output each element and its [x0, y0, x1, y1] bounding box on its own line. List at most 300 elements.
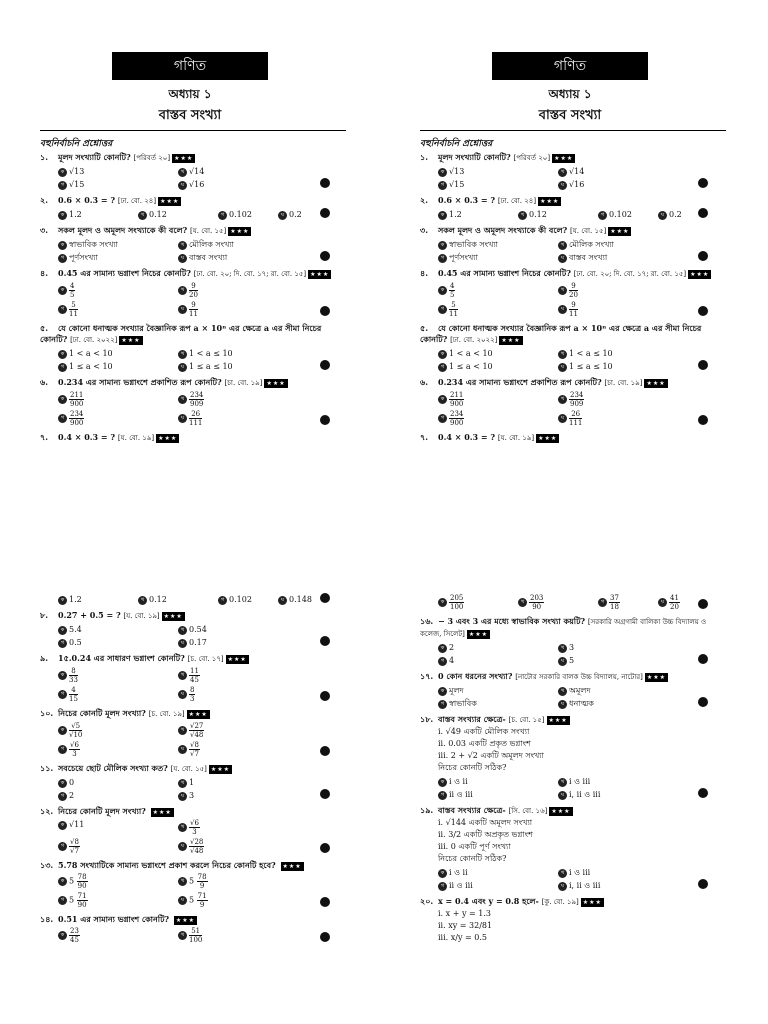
question-stem: 0.45 এর সামান্য ভগ্নাংশ নিচের কোনটি?: [438, 268, 574, 278]
difficulty-badge: ★★★: [227, 655, 247, 663]
answer-option[interactable]: [58, 927, 178, 944]
section-title-right: বহুনির্বাচনি প্রশ্নোত্তর: [420, 139, 493, 149]
answer-option[interactable]: ক 1.2: [438, 209, 518, 220]
option-bubble-icon: ক: [438, 241, 447, 250]
option-bubble-icon: ঘ: [178, 745, 187, 754]
answer-option[interactable]: ঘ 0.17: [178, 637, 298, 648]
options-grid: [58, 594, 340, 605]
answer-option[interactable]: খ মৌলিক সংখ্যা: [178, 239, 298, 250]
answer-marker: [320, 208, 330, 218]
question-item: [420, 671, 720, 709]
answer-option[interactable]: [178, 301, 298, 318]
answer-option[interactable]: ঘ 1 ≤ a ≤ 10: [178, 361, 298, 372]
answer-marker: [698, 251, 708, 261]
option-bubble-icon: ক: [438, 211, 447, 220]
option-bubble-icon: ক: [58, 350, 67, 359]
option-bubble-icon: ক: [438, 869, 447, 878]
difficulty-badge: ★★★: [538, 434, 558, 442]
question-ref: [চা. বো. ১৯]: [224, 379, 263, 387]
option-bubble-icon: ঘ: [558, 882, 567, 891]
option-bubble-icon: গ: [438, 414, 447, 423]
question-item: [420, 592, 720, 611]
answer-option[interactable]: ঘ 5: [558, 655, 678, 666]
question-number: ১৯.: [420, 805, 434, 815]
denominator: √7: [190, 750, 199, 758]
denominator: 909: [190, 400, 204, 408]
options-grid: [58, 348, 340, 372]
answer-marker: [698, 788, 708, 798]
answer-marker: [320, 691, 330, 701]
answer-option[interactable]: খ 3: [558, 642, 678, 653]
option-bubble-icon: ক: [58, 626, 67, 635]
numerator: 234: [570, 391, 584, 399]
question-ask: নিচের কোনটি সঠিক?: [438, 763, 507, 772]
difficulty-badge: ★★★: [548, 716, 568, 724]
option-bubble-icon: ঘ: [558, 254, 567, 263]
question-stem: সবচেয়ে ছোট মৌলিক সংখ্যা কত?: [58, 763, 171, 773]
answer-option[interactable]: ঘ ধনাত্মক: [558, 698, 678, 709]
difficulty-badge: ★★★: [266, 379, 286, 387]
option-bubble-icon: খ: [138, 211, 147, 220]
numerator: √6: [190, 819, 199, 827]
answer-option[interactable]: [58, 410, 178, 427]
answer-option[interactable]: ঘ 0.2: [658, 209, 718, 220]
chapter-left: অধ্যায় ১: [168, 87, 212, 101]
answer-option[interactable]: [178, 410, 298, 427]
answer-option[interactable]: ক 5 $\frac{78}{90}$: [58, 873, 178, 890]
question-item: [40, 708, 340, 758]
answer-option[interactable]: খ 1 < a ≤ 10: [178, 348, 298, 359]
answer-option[interactable]: খ √14: [558, 166, 678, 177]
answer-option[interactable]: গ স্বাভাবিক: [438, 698, 558, 709]
question-stem: 0.6 × 0.3 = ?: [58, 195, 118, 205]
answer-option[interactable]: ঘ i, ii ও iii: [558, 789, 678, 800]
question-item: [40, 268, 340, 318]
question-ref: [ঢা. বো. ২৪]: [117, 197, 157, 205]
option-bubble-icon: খ: [178, 395, 187, 404]
answer-option[interactable]: গ 1 ≤ a < 10: [438, 361, 558, 372]
answer-option[interactable]: [58, 667, 178, 684]
difficulty-badge: ★★★: [188, 710, 208, 718]
answer-option[interactable]: গ 0.102: [598, 209, 658, 220]
question-stem: 0 কোন ধরনের সংখ্যা?: [438, 671, 516, 681]
numerator: 4: [70, 282, 75, 290]
numerator: 9: [569, 301, 578, 310]
answer-option[interactable]: ক 1 < a < 10: [438, 348, 558, 359]
fraction: [197, 873, 208, 890]
question-number: ৪.: [420, 268, 428, 278]
question-item: [420, 616, 720, 666]
answer-option[interactable]: ক 2: [438, 642, 558, 653]
statement: ii. 0.03 একটি প্রকৃত ভগ্নাংশ: [438, 739, 531, 748]
answer-option[interactable]: [558, 410, 678, 427]
difficulty-badge: ★★★: [158, 434, 178, 442]
denominator: 111: [569, 419, 583, 427]
options-grid: [58, 722, 340, 758]
answer-option[interactable]: গ 4: [438, 655, 558, 666]
answer-option[interactable]: ঘ 0.2: [278, 209, 338, 220]
fraction: [69, 301, 78, 318]
answer-option[interactable]: গ পূর্ণসংখ্যা: [438, 252, 558, 263]
denominator: 20: [670, 603, 679, 611]
denominator: 3: [72, 750, 77, 758]
answer-option[interactable]: খ মৌলিক সংখ্যা: [558, 239, 678, 250]
answer-option[interactable]: ক √13: [58, 166, 178, 177]
answer-option[interactable]: খ 1 < a ≤ 10: [558, 348, 678, 359]
answer-option[interactable]: [178, 741, 298, 758]
answer-option[interactable]: গ পূর্ণসংখ্যা: [58, 252, 178, 263]
answer-option[interactable]: [178, 667, 298, 684]
numerator: 203: [530, 594, 544, 602]
answer-option[interactable]: [178, 927, 298, 944]
numerator: 8: [190, 686, 195, 694]
fraction: [189, 741, 200, 758]
question-ref: [য. বো. ১৫]: [190, 227, 227, 235]
answer-option[interactable]: [558, 391, 678, 408]
answer-option[interactable]: [438, 594, 518, 611]
fraction: [69, 838, 80, 855]
answer-option[interactable]: ঘ √16: [558, 179, 678, 190]
question-ref: [চ. বো. ১৫]: [508, 716, 545, 724]
question-item: [40, 592, 340, 605]
numerator: √8: [70, 838, 79, 846]
question-item: [40, 195, 340, 220]
option-bubble-icon: খ: [558, 869, 567, 878]
numerator: √27: [190, 722, 204, 730]
option-bubble-icon: ঘ: [178, 842, 187, 851]
option-bubble-icon: ক: [58, 877, 67, 886]
statement: iii. x/y = 0.5: [438, 933, 487, 942]
answer-option[interactable]: [438, 410, 558, 427]
answer-option[interactable]: ঘ 1 ≤ a ≤ 10: [558, 361, 678, 372]
question-number: ১০.: [40, 708, 54, 718]
question-item: [40, 432, 340, 444]
denominator: 33: [69, 676, 78, 684]
option-bubble-icon: খ: [518, 598, 527, 607]
question-item: [420, 377, 720, 427]
answer-option[interactable]: ক 1.2: [58, 209, 138, 220]
question-number: ১৪.: [40, 914, 54, 924]
answer-marker: [698, 178, 708, 188]
option-bubble-icon: ক: [438, 598, 447, 607]
question-item: [420, 268, 720, 318]
option-bubble-icon: ঘ: [658, 211, 667, 220]
question-number: ১৬.: [420, 616, 434, 626]
chapter-title-left: বাস্তব সংখ্যা: [158, 108, 222, 123]
answer-marker: [698, 208, 708, 218]
denominator: 11: [449, 310, 458, 318]
numerator: 234: [190, 391, 204, 399]
question-number: ৩.: [420, 225, 428, 235]
answer-option[interactable]: ক √11: [58, 819, 178, 836]
question-stem: মূলদ সংখ্যাটি কোনটি?: [438, 152, 514, 162]
answer-option[interactable]: [658, 594, 718, 611]
answer-option[interactable]: ঘ বাস্তব সংখ্যা: [178, 252, 298, 263]
question-item: [40, 323, 340, 372]
denominator: 11: [189, 310, 198, 318]
answer-option[interactable]: [558, 282, 678, 299]
denominator: 909: [570, 400, 584, 408]
question-stem: বাস্তব সংখ্যার ক্ষেত্রে-: [438, 805, 509, 815]
option-bubble-icon: গ: [58, 792, 67, 801]
answer-option[interactable]: ক স্বাভাবিক সংখ্যা: [58, 239, 178, 250]
fraction: [449, 301, 458, 318]
answer-option[interactable]: ঘ 3: [178, 790, 298, 801]
statement: ii. xy = 32/81: [438, 921, 493, 930]
options-grid: [58, 209, 340, 220]
question-stem: নিচের কোনটি মূলদ সংখ্যা?: [58, 806, 149, 816]
option-bubble-icon: গ: [58, 639, 67, 648]
answer-option[interactable]: ক i ও ii: [438, 776, 558, 787]
question-stem: সকল মূলদ ও অমূলদ সংখ্যাকে কী বলে?: [58, 225, 191, 235]
answer-option[interactable]: খ অমূলদ: [558, 685, 678, 696]
subject-header-left: গণিত: [112, 52, 268, 80]
answer-option[interactable]: [58, 391, 178, 408]
options-grid: [438, 209, 720, 220]
options-grid: [438, 348, 720, 372]
answer-option[interactable]: ক মূলদ: [438, 685, 558, 696]
option-bubble-icon: গ: [58, 842, 67, 851]
option-bubble-icon: খ: [178, 877, 187, 886]
answer-option[interactable]: [58, 686, 178, 703]
options-grid: [438, 391, 720, 427]
answer-option[interactable]: [58, 838, 178, 855]
option-bubble-icon: ঘ: [178, 254, 187, 263]
options-grid: [58, 819, 340, 855]
question-number: ৬.: [420, 377, 428, 387]
answer-option[interactable]: খ 0.54: [178, 624, 298, 635]
answer-option[interactable]: [178, 838, 298, 855]
question-ref: [নাটোর সরকারি বালক উচ্চ বিদ্যালয়, নাটোর]: [515, 673, 643, 681]
options-grid: [438, 239, 720, 263]
option-bubble-icon: ক: [58, 671, 67, 680]
option-bubble-icon: গ: [438, 181, 447, 190]
answer-marker: [320, 843, 330, 853]
option-bubble-icon: ঘ: [658, 598, 667, 607]
question-ref: [সরকারি অগ্রগামী বালিকা উচ্চ বিদ্যালয় ও কলেজ, সিলেট]: [420, 618, 707, 638]
fraction: [609, 594, 620, 611]
answer-option[interactable]: গ 0.5: [58, 637, 178, 648]
answer-option[interactable]: খ i ও iii: [558, 867, 678, 878]
answer-option[interactable]: ঘ 5 $\frac{71}{9}$: [178, 892, 298, 909]
option-bubble-icon: ঘ: [558, 363, 567, 372]
question-number: ১৮.: [420, 714, 434, 724]
question-number: ১.: [40, 152, 48, 162]
answer-option[interactable]: খ 0.12: [138, 209, 218, 220]
option-bubble-icon: ঘ: [558, 181, 567, 190]
denominator: 45: [190, 676, 199, 684]
answer-option[interactable]: খ 0.12: [518, 209, 598, 220]
answer-option[interactable]: [58, 282, 178, 299]
option-bubble-icon: ক: [58, 821, 67, 830]
fraction: [669, 594, 680, 611]
options-grid: [58, 667, 340, 703]
question-number: ৪.: [40, 268, 48, 278]
numerator: 234: [450, 410, 464, 418]
option-bubble-icon: গ: [218, 211, 227, 220]
answer-option[interactable]: ক 1.2: [58, 594, 138, 605]
answer-option[interactable]: খ √14: [178, 166, 298, 177]
fraction: [69, 722, 82, 739]
denominator: 9: [199, 882, 205, 890]
answer-option[interactable]: খ 0.12: [138, 594, 218, 605]
answer-option[interactable]: খ 1: [178, 777, 298, 788]
answer-option[interactable]: [178, 722, 298, 739]
options-grid: [58, 239, 340, 263]
numerator: 11: [190, 667, 199, 675]
answer-marker: [698, 306, 708, 316]
question-ref: [য. বো. ১৫]: [570, 227, 607, 235]
difficulty-badge: ★★★: [175, 916, 196, 924]
question-stem: 0.45 এর সামান্য ভগ্নাংশ নিচের কোনটি?: [58, 268, 194, 278]
denominator: 90: [77, 882, 87, 890]
question-stem: 0.4 × 0.3 = ?: [438, 432, 498, 442]
fraction: [77, 892, 88, 909]
option-bubble-icon: খ: [178, 350, 187, 359]
answer-option[interactable]: ঘ √16: [178, 179, 298, 190]
option-bubble-icon: ঘ: [178, 414, 187, 423]
option-bubble-icon: ক: [58, 211, 67, 220]
answer-option[interactable]: ক √13: [438, 166, 558, 177]
answer-marker: [320, 415, 330, 425]
answer-option[interactable]: ঘ i, ii ও iii: [558, 880, 678, 891]
denominator: 900: [70, 400, 84, 408]
fraction: [189, 667, 200, 684]
fraction: [197, 892, 208, 909]
answer-option[interactable]: [438, 301, 558, 318]
answer-option[interactable]: গ ii ও iii: [438, 789, 558, 800]
option-bubble-icon: গ: [58, 414, 67, 423]
answer-option[interactable]: ক 5.4: [58, 624, 178, 635]
fraction: [69, 282, 75, 299]
option-bubble-icon: ক: [58, 931, 67, 940]
option-bubble-icon: গ: [438, 305, 447, 314]
difficulty-badge: ★★★: [152, 808, 172, 816]
answer-option[interactable]: ক 1 < a < 10: [58, 348, 178, 359]
option-bubble-icon: গ: [58, 363, 67, 372]
numerator: 71: [197, 892, 207, 900]
difficulty-badge: ★★★: [501, 336, 521, 344]
answer-option[interactable]: [58, 722, 178, 739]
numerator: 4: [450, 282, 455, 290]
answer-option[interactable]: [558, 301, 678, 318]
answer-option[interactable]: [178, 282, 298, 299]
answer-option[interactable]: গ 1 ≤ a < 10: [58, 361, 178, 372]
option-bubble-icon: ঘ: [178, 690, 187, 699]
answer-option[interactable]: গ 5 $\frac{71}{90}$: [58, 892, 178, 909]
answer-option[interactable]: [438, 282, 558, 299]
answer-option[interactable]: গ 0.102: [218, 594, 278, 605]
question-number: ৫.: [40, 323, 48, 333]
option-bubble-icon: খ: [558, 241, 567, 250]
answer-option[interactable]: [58, 741, 178, 758]
numerator: 23: [70, 927, 79, 935]
answer-option[interactable]: [178, 391, 298, 408]
question-number: ৫.: [420, 323, 428, 333]
question-stem: 0.4 × 0.3 = ?: [58, 432, 118, 442]
question-stem: − 3 এবং 3 এর মধ্যে স্বাভাবিক সংখ্যা কয়টি?: [438, 616, 588, 626]
section-title-left: বহুনির্বাচনি প্রশ্নোত্তর: [40, 139, 113, 149]
option-bubble-icon: গ: [58, 690, 67, 699]
option-bubble-icon: ক: [438, 350, 447, 359]
options-grid: [438, 282, 720, 318]
option-bubble-icon: খ: [178, 286, 187, 295]
question-stem: নিচের কোনটি মূলদ সংখ্যা?: [58, 708, 149, 718]
divider-left: [40, 130, 346, 131]
answer-marker: [320, 636, 330, 646]
difficulty-badge: ★★★: [554, 154, 574, 162]
fraction: [189, 927, 202, 944]
statement: i. √49 একটি মৌলিক সংখ্যা: [438, 727, 530, 736]
answer-option[interactable]: ক স্বাভাবিক সংখ্যা: [438, 239, 558, 250]
option-bubble-icon: ক: [438, 168, 447, 177]
answer-marker: [698, 879, 708, 889]
denominator: 900: [450, 419, 464, 427]
answer-marker: [320, 593, 330, 603]
option-bubble-icon: ক: [58, 168, 67, 177]
numerator: 51: [189, 927, 202, 936]
answer-marker: [320, 251, 330, 261]
fraction: [569, 282, 578, 299]
option-bubble-icon: গ: [58, 254, 67, 263]
numerator: 78: [77, 873, 87, 881]
answer-option[interactable]: ক 0: [58, 777, 178, 788]
answer-option[interactable]: খ i ও iii: [558, 776, 678, 787]
option-bubble-icon: খ: [178, 726, 187, 735]
answer-option[interactable]: গ 2: [58, 790, 178, 801]
answer-option[interactable]: গ √15: [438, 179, 558, 190]
answer-option[interactable]: গ 0.102: [218, 209, 278, 220]
answer-option[interactable]: [518, 594, 598, 611]
answer-option[interactable]: [58, 301, 178, 318]
answer-option[interactable]: ক i ও ii: [438, 867, 558, 878]
answer-option[interactable]: [438, 391, 558, 408]
fraction: [189, 722, 204, 739]
answer-option[interactable]: ঘ বাস্তব সংখ্যা: [558, 252, 678, 263]
denominator: 18: [610, 603, 619, 611]
denominator: 5: [450, 291, 455, 299]
option-bubble-icon: ক: [58, 596, 67, 605]
statement: iii. 0 একটি পূর্ণ সংখ্যা: [438, 842, 511, 851]
answer-option[interactable]: [598, 594, 658, 611]
answer-option[interactable]: ঘ 0.148: [278, 594, 338, 605]
fraction: [449, 282, 455, 299]
numerator: 37: [610, 594, 619, 602]
fraction: [569, 301, 578, 318]
option-bubble-icon: খ: [178, 241, 187, 250]
question-ref: [ঢা. বো. ২০২২]: [450, 336, 498, 344]
question-stem: 0.51 এর সামান্য ভগ্নাংশ কোনটি?: [58, 914, 172, 924]
option-bubble-icon: ক: [438, 778, 447, 787]
numerator: 71: [77, 892, 87, 900]
option-bubble-icon: গ: [438, 363, 447, 372]
answer-option[interactable]: গ ii ও iii: [438, 880, 558, 891]
question-stem: 0.27 + 0.5 = ?: [58, 610, 124, 620]
denominator: √48: [190, 731, 204, 739]
divider-right: [420, 130, 726, 131]
option-bubble-icon: খ: [558, 778, 567, 787]
answer-option[interactable]: খ 5 $\frac{78}{9}$: [178, 873, 298, 890]
answer-option[interactable]: [178, 686, 298, 703]
answer-option[interactable]: [178, 819, 298, 836]
fraction: [189, 301, 198, 318]
option-bubble-icon: ঘ: [558, 414, 567, 423]
question-ask: নিচের কোনটি সঠিক?: [438, 854, 507, 863]
fraction: [449, 594, 464, 611]
answer-option[interactable]: গ √15: [58, 179, 178, 190]
fraction: [189, 282, 198, 299]
numerator: 78: [197, 873, 207, 881]
